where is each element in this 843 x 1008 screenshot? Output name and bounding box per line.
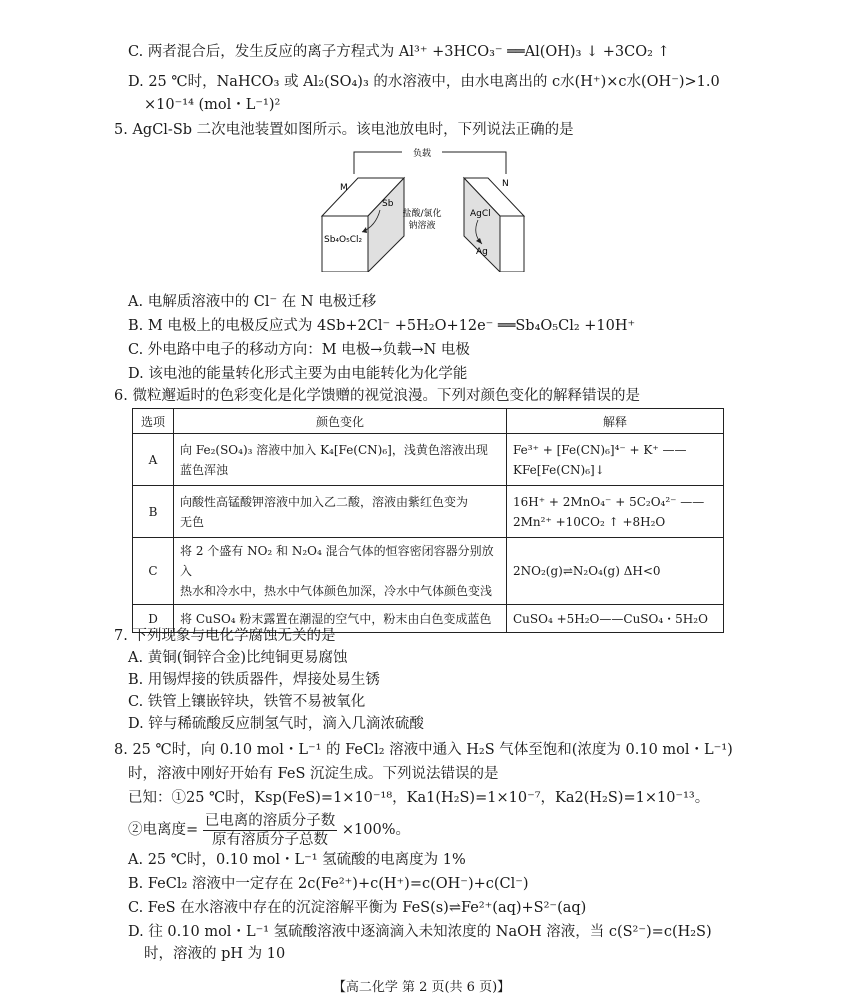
- row-description: [174, 538, 507, 605]
- desc-line: 向 Fe₂(SO₄)₃ 溶液中加入 K₄[Fe(CN)₆]，浅黄色溶液出现: [180, 442, 488, 457]
- q6-table-header: [133, 409, 724, 434]
- sb4o5cl2-label: Sb₄O₅Cl₂: [324, 235, 363, 245]
- q7-stem: 7. 下列现象与电化学腐蚀无关的是: [114, 628, 336, 644]
- desc-line: 无色: [180, 514, 205, 529]
- q8-stem-line2: 时，溶液中刚好开始有 FeS 沉淀生成。下列说法错误的是: [128, 766, 499, 782]
- row-option: D: [133, 605, 174, 633]
- table-row: [133, 434, 724, 486]
- q8-option-d-line2: 时，溶液的 pH 为 10: [144, 946, 286, 962]
- q8-known: 已知：①25 ℃时，Ksp(FeS)=1×10⁻¹⁸，Ka1(H₂S)=1×10⁻⁷，Ka2(H₂S)=1×10⁻¹³。: [128, 790, 710, 806]
- expl-line: 16H⁺ + 2MnO₄⁻ + 5C₂O₄²⁻ ——: [513, 494, 705, 509]
- desc-line: 将 CuSO₄ 粉末露置在潮湿的空气中，粉末由白色变成蓝色: [180, 611, 492, 626]
- battery-diagram-svg: [318, 146, 528, 272]
- row-explanation: [507, 434, 724, 486]
- page-footer: 【高二化学 第 2 页(共 6 页)】: [332, 980, 511, 995]
- q4-option-d-line1: D. 25 ℃时，NaHCO₃ 或 Al₂(SO₄)₃ 的水溶液中，由水电离出的 c水(H⁺)×c水(OH⁻)>1.0: [128, 74, 720, 90]
- q5-option-b: B. M 电极上的电极反应式为 4Sb+2Cl⁻ +5H₂O+12e⁻ ══Sb₄O₅Cl₂ +10H⁺: [128, 318, 636, 334]
- n-electrode-front: [500, 216, 524, 272]
- electrolyte-label-1: 盐酸/氯化: [402, 209, 442, 219]
- header-option: 选项: [133, 409, 174, 434]
- table-row: [133, 538, 724, 605]
- expl-line: 2Mn²⁺ +10CO₂ ↑ +8H₂O: [513, 514, 666, 529]
- desc-line: 向酸性高锰酸钾溶液中加入乙二酸，溶液由紫红色变为: [180, 494, 469, 509]
- ionization-suffix: ×100%。: [341, 822, 410, 838]
- q8-option-a: A. 25 ℃时，0.10 mol・L⁻¹ 氢硫酸的电离度为 1%: [128, 852, 466, 868]
- q7-option-a: A. 黄铜(铜锌合金)比纯铜更易腐蚀: [128, 650, 348, 666]
- battery-diagram: [318, 146, 528, 272]
- row-explanation: [507, 605, 724, 633]
- electrolyte-label-2: 钠溶液: [408, 221, 436, 231]
- row-description: [174, 486, 507, 538]
- q5-option-d: D. 该电池的能量转化形式主要为由电能转化为化学能: [128, 366, 468, 382]
- q7-option-c: C. 铁管上镶嵌锌块，铁管不易被氧化: [128, 694, 366, 710]
- q8-option-d: D. 往 0.10 mol・L⁻¹ 氢硫酸溶液中逐滴滴入未知浓度的 NaOH 溶液，当 c(S²⁻)=c(H₂S): [128, 924, 712, 940]
- table-row: [133, 486, 724, 538]
- sb-label: Sb: [382, 199, 394, 209]
- expl-line: Fe³⁺ + [Fe(CN)₆]⁴⁻ + K⁺ ——: [513, 442, 687, 457]
- q5-stem: 5. AgCl-Sb 二次电池装置如图所示。该电池放电时，下列说法正确的是: [114, 122, 574, 138]
- q7-option-d: D. 锌与稀硫酸反应制氢气时，滴入几滴浓硫酸: [128, 716, 424, 732]
- row-option: B: [133, 486, 174, 538]
- m-label: M: [340, 183, 348, 193]
- n-label: N: [502, 179, 509, 189]
- ionization-denominator: 原有溶质分子总数: [212, 831, 329, 848]
- q8-option-c: C. FeS 在水溶液中存在的沉淀溶解平衡为 FeS(s)⇌Fe²⁺(aq)+S²⁻(aq): [128, 900, 587, 916]
- q8-option-b: B. FeCl₂ 溶液中一定存在 2c(Fe²⁺)+c(H⁺)=c(OH⁻)+c(Cl⁻): [128, 876, 529, 892]
- q7-option-b: B. 用锡焊接的铁质器件，焊接处易生锈: [128, 672, 380, 688]
- q4-option-d-line2: ×10⁻¹⁴ (mol・L⁻¹)²: [144, 97, 281, 113]
- header-explanation: 解释: [507, 409, 724, 434]
- q6-stem: 6. 微粒邂逅时的色彩变化是化学馈赠的视觉浪漫。下列对颜色变化的解释错误的是: [114, 388, 640, 404]
- agcl-label: AgCl: [470, 209, 491, 219]
- ag-label: Ag: [476, 247, 488, 257]
- desc-line: 蓝色浑浊: [180, 462, 229, 477]
- load-label: 负载: [412, 149, 432, 159]
- header-color-change: 颜色变化: [174, 409, 507, 434]
- row-explanation: [507, 486, 724, 538]
- row-description: [174, 434, 507, 486]
- q8-stem-line1: 8. 25 ℃时，向 0.10 mol・L⁻¹ 的 FeCl₂ 溶液中通入 H₂S 气体至饱和(浓度为 0.10 mol・L⁻¹): [114, 742, 733, 758]
- row-option: C: [133, 538, 174, 605]
- expl-line: CuSO₄ +5H₂O——CuSO₄・5H₂O: [513, 611, 708, 626]
- desc-line: 将 2 个盛有 NO₂ 和 N₂O₄ 混合气体的恒容密闭容器分别放入: [180, 544, 494, 578]
- row-option: A: [133, 434, 174, 486]
- q5-option-c: C. 外电路中电子的移动方向：M 电极→负载→N 电极: [128, 342, 470, 358]
- q5-option-a: A. 电解质溶液中的 Cl⁻ 在 N 电极迁移: [128, 294, 377, 310]
- q8-ionization-formula: [128, 808, 410, 852]
- desc-line: 热水和冷水中，热水中气体颜色加深，冷水中气体颜色变浅: [180, 584, 493, 598]
- expl-line: 2NO₂(g)⇌N₂O₄(g) ΔH<0: [513, 564, 661, 578]
- ionization-numerator: 已电离的溶质分子数: [204, 812, 336, 829]
- row-explanation: [507, 538, 724, 605]
- ionization-prefix: ②电离度=: [128, 822, 199, 838]
- expl-line: KFe[Fe(CN)₆]↓: [513, 462, 605, 477]
- q6-table: [132, 408, 724, 633]
- ionization-fraction: [203, 812, 338, 849]
- q4-option-c: C. 两者混合后，发生反应的离子方程式为 Al³⁺ +3HCO₃⁻ ══Al(OH)₃ ↓ +3CO₂ ↑: [128, 44, 670, 60]
